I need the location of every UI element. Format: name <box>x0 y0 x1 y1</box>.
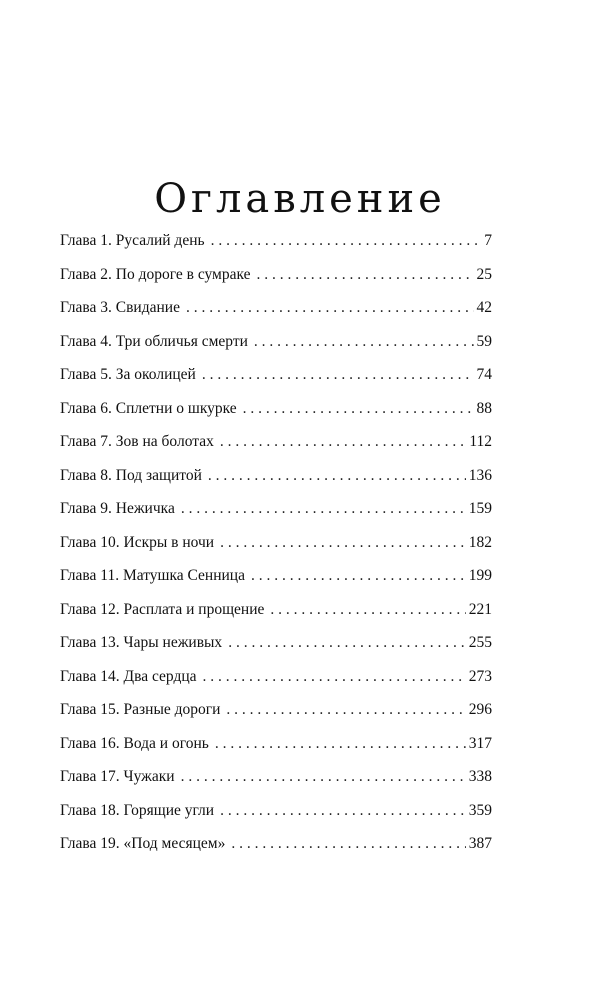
toc-entry-label: Глава 16. Вода и огонь <box>60 734 209 752</box>
toc-entry-page: 25 <box>476 265 492 283</box>
toc-entry-label: Глава 15. Разные дороги <box>60 701 221 718</box>
page-title: Оглавление <box>154 175 446 222</box>
toc-entry <box>60 265 492 299</box>
toc-entry-page: 74 <box>476 366 492 383</box>
toc-entry-page: 7 <box>484 232 492 249</box>
toc-entry <box>60 767 492 801</box>
toc-entry-label: Глава 1. Русалий день <box>60 232 205 249</box>
toc-entry-label: Глава 10. Искры в ночи <box>60 533 215 551</box>
toc-entry <box>60 432 492 466</box>
toc-entry-label: Глава 14. Два сердца <box>60 667 197 685</box>
toc-entry-label: Глава 3. Свидание <box>60 299 180 316</box>
toc-entry-page: 255 <box>468 634 492 651</box>
dot-leader <box>181 499 466 519</box>
toc-entry-label: Глава 7. Зов на болотах <box>60 433 214 450</box>
toc-entry <box>60 365 492 399</box>
toc-entry <box>60 466 492 500</box>
toc-entry <box>60 667 492 701</box>
toc-entry-label: Глава 17. Чужаки <box>60 768 175 785</box>
toc-entry-page: 59 <box>476 332 492 350</box>
toc-entry-page: 88 <box>476 399 492 417</box>
toc-entry-label: Глава 12. Расплата и прощение <box>60 600 265 618</box>
toc-entry <box>60 332 492 366</box>
toc-entry-label: Глава 4. Три обличья смерти <box>60 332 248 350</box>
toc-entry-page: 273 <box>468 667 492 685</box>
dot-leader <box>220 533 466 553</box>
toc-entry <box>60 633 492 667</box>
dot-leader <box>270 600 465 620</box>
toc-entry <box>60 399 492 433</box>
toc-entry-page: 136 <box>468 466 492 484</box>
toc-entry <box>60 298 492 332</box>
toc-entry-label: Глава 8. Под защитой <box>60 466 202 484</box>
toc-entry-page: 182 <box>468 533 492 551</box>
toc-entry <box>60 499 492 533</box>
dot-leader <box>203 667 466 687</box>
dot-leader <box>243 399 474 419</box>
dot-leader <box>202 365 474 385</box>
dot-leader <box>226 700 465 720</box>
dot-leader <box>251 566 466 586</box>
toc-entry-page: 296 <box>468 701 492 718</box>
dot-leader <box>211 231 482 251</box>
dot-leader <box>208 466 466 486</box>
toc-entry-label: Глава 19. «Под месяцем» <box>60 835 226 852</box>
toc-entry-label: Глава 9. Нежичка <box>60 500 175 517</box>
dot-leader <box>257 265 474 285</box>
toc-entry-label: Глава 11. Матушка Сенница <box>60 567 245 584</box>
toc-entry <box>60 231 492 265</box>
toc-entry <box>60 734 492 768</box>
dot-leader <box>181 767 466 787</box>
table-of-contents <box>60 231 492 868</box>
toc-entry-label: Глава 5. За околицей <box>60 366 196 383</box>
toc-entry-label: Глава 13. Чары неживых <box>60 634 223 651</box>
toc-entry <box>60 801 492 835</box>
toc-entry-page: 317 <box>468 734 492 752</box>
toc-entry-page: 359 <box>468 801 492 819</box>
toc-entry-label: Глава 2. По дороге в сумраке <box>60 265 251 283</box>
dot-leader <box>220 432 466 452</box>
toc-entry-page: 112 <box>469 433 492 450</box>
dot-leader <box>228 633 466 653</box>
toc-entry <box>60 834 492 868</box>
toc-entry-page: 221 <box>468 600 492 618</box>
toc-entry-page: 338 <box>468 768 492 785</box>
dot-leader <box>231 834 465 854</box>
toc-entry-page: 387 <box>468 835 492 852</box>
toc-entry <box>60 600 492 634</box>
dot-leader <box>220 801 466 821</box>
toc-entry <box>60 533 492 567</box>
dot-leader <box>186 298 474 318</box>
toc-entry <box>60 566 492 600</box>
dot-leader <box>254 332 474 352</box>
dot-leader <box>215 734 466 754</box>
toc-entry <box>60 700 492 734</box>
toc-entry-page: 159 <box>468 500 492 517</box>
toc-entry-page: 199 <box>468 567 492 584</box>
toc-entry-label: Глава 6. Сплетни о шкурке <box>60 399 237 417</box>
toc-entry-label: Глава 18. Горящие угли <box>60 801 215 819</box>
toc-entry-page: 42 <box>476 299 492 316</box>
